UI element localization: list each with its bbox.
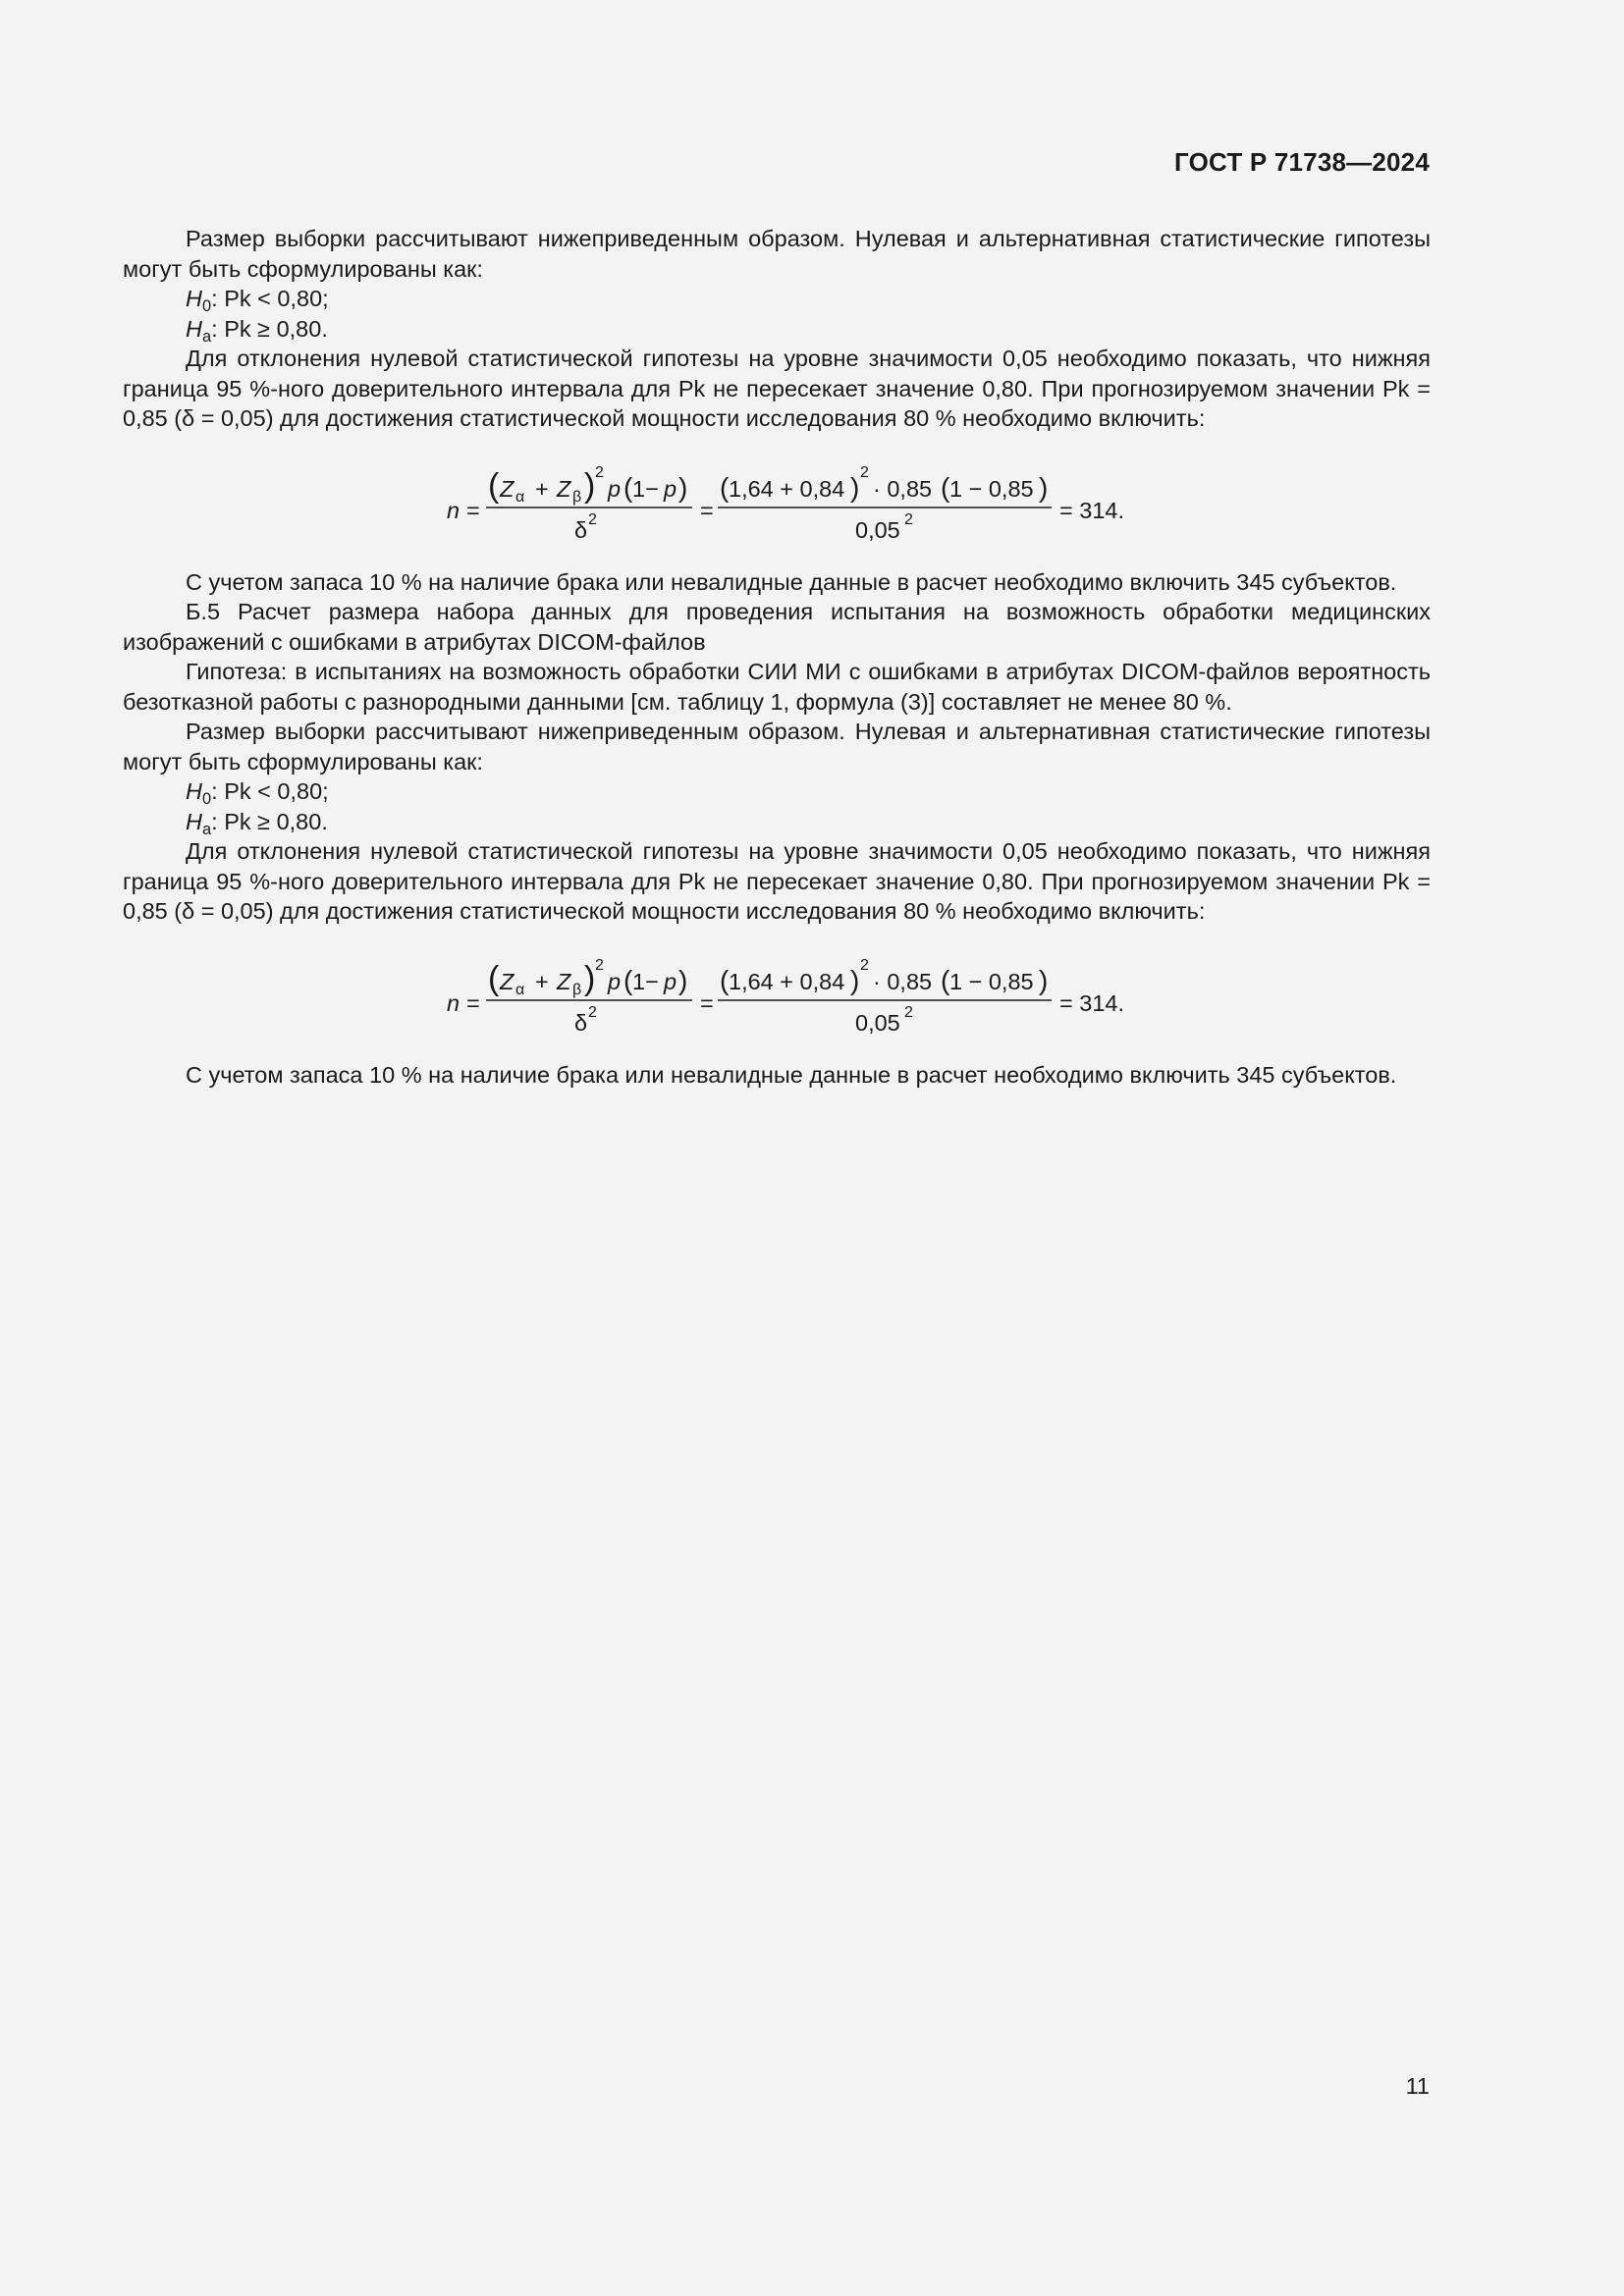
num2-mult: · 0,85 bbox=[873, 475, 933, 502]
s2-heading: Б.5 Расчет размера набора данных для проведения испытания на возможность обработки медицинских изображений с ошибками в атрибутах DICOM-файлов bbox=[123, 599, 1431, 655]
paren2-r3: ) bbox=[850, 964, 860, 995]
paren-r4: ) bbox=[1039, 471, 1049, 503]
sub-alpha: α bbox=[515, 488, 525, 506]
square-1: 2 bbox=[595, 463, 604, 481]
den2b-sq: 2 bbox=[904, 1003, 913, 1021]
paren2-l4: ( bbox=[941, 964, 950, 995]
document-header: ГОСТ Р 71738—2024 bbox=[1174, 147, 1430, 177]
s1-h0: $H_0$: Pk < 0,80; bbox=[186, 286, 329, 315]
s2-formula bbox=[123, 931, 1431, 1060]
formula-result: = 314. bbox=[1059, 497, 1124, 523]
z-alpha: Z bbox=[500, 475, 514, 502]
delta2-den: δ bbox=[574, 1009, 588, 1036]
paren-r2: ) bbox=[678, 471, 688, 503]
s1-conclusion: С учетом запаса 10 % на наличие брака или невалидные данные в расчет необходимо включить 345 субъектов. bbox=[186, 568, 1397, 595]
paren2-l1: ( bbox=[488, 959, 500, 997]
s2-intro: Размер выборки рассчитывают нижеприведенным образом. Нулевая и альтернативная статистические гипотезы могут быть сформулированы как: bbox=[123, 719, 1431, 774]
sample-size-formula-2 bbox=[123, 931, 1431, 1060]
formula-eq1: = bbox=[466, 497, 480, 523]
formula-eq2: = bbox=[700, 497, 714, 523]
square2-1: 2 bbox=[595, 956, 604, 974]
s1-intro: Размер выборки рассчитывают нижеприведенным образом. Нулевая и альтернативная статистические гипотезы могут быть сформулированы как: bbox=[123, 226, 1431, 282]
z2-beta: Z bbox=[557, 968, 571, 994]
den2: 0,05 bbox=[855, 516, 900, 543]
p-inner: p bbox=[664, 475, 677, 502]
z-beta: Z bbox=[557, 475, 571, 502]
paren2-r1: ) bbox=[584, 959, 596, 997]
p2-inner: p bbox=[664, 968, 677, 994]
s2-hypothesis: Гипотеза: в испытаниях на возможность обработки СИИ МИ с ошибками в атрибутах DICOM-файлов вероятность безотказной работы с разнородными данными [см. таблицу 1, формула (3)] составляет не менее 80 %. bbox=[123, 659, 1431, 715]
paren-l1: ( bbox=[488, 466, 500, 505]
delta2-sq: 2 bbox=[588, 1003, 597, 1021]
one-minus: 1− bbox=[632, 475, 659, 502]
s1-formula bbox=[123, 438, 1431, 567]
plus2-sign: + bbox=[535, 968, 549, 994]
paren2-r4: ) bbox=[1039, 964, 1049, 995]
paren-l3: ( bbox=[720, 471, 730, 503]
formula2-eq1: = bbox=[466, 989, 480, 1016]
num2b-sum: 1,64 + 0,84 bbox=[729, 968, 845, 994]
s2-conclusion: С учетом запаса 10 % на наличие брака или невалидные данные в расчет необходимо включить 345 субъектов. bbox=[186, 1061, 1397, 1088]
sub-beta: β bbox=[572, 488, 582, 506]
paren2-l3: ( bbox=[720, 964, 730, 995]
delta-sq: 2 bbox=[588, 510, 597, 528]
paren-l2: ( bbox=[623, 471, 633, 503]
delta-den: δ bbox=[574, 516, 588, 543]
den2b: 0,05 bbox=[855, 1009, 900, 1036]
paren-l4: ( bbox=[941, 471, 950, 503]
paren-r3: ) bbox=[850, 471, 860, 503]
num2-diff: 1 − 0,85 bbox=[949, 475, 1034, 502]
square2-2: 2 bbox=[860, 956, 869, 974]
s2-h0: $H_0$: Pk < 0,80; bbox=[186, 778, 329, 808]
p2-term: p bbox=[608, 968, 622, 994]
num2-sum: 1,64 + 0,84 bbox=[729, 475, 845, 502]
s1-body: Для отклонения нулевой статистической гипотезы на уровне значимости 0,05 необходимо показать, что нижняя граница 95 %-ного доверительного интервала для Pk не пересекает значение 0,80. При прогнозируемом значении Pk = 0,85 (δ = 0,05) для достижения статистической мощности исследования 80 % необходимо включить: bbox=[123, 346, 1431, 431]
paren2-r2: ) bbox=[678, 964, 688, 995]
square-2: 2 bbox=[860, 463, 869, 481]
sub2-alpha: α bbox=[515, 981, 525, 998]
page-number: 11 bbox=[1405, 2073, 1430, 2099]
p-term: p bbox=[608, 475, 622, 502]
s2-ha: $H_a$: Pk ≥ 0,80. bbox=[186, 808, 328, 838]
paren-r1: ) bbox=[584, 466, 596, 505]
formula-group bbox=[447, 464, 1124, 543]
z2-alpha: Z bbox=[500, 968, 514, 994]
one2-minus: 1− bbox=[632, 968, 659, 994]
document-body bbox=[123, 224, 1431, 1090]
s1-ha: $H_a$: Pk ≥ 0,80. bbox=[186, 315, 328, 346]
formula-group-2 bbox=[447, 957, 1124, 1036]
formula2-eq2: = bbox=[700, 989, 714, 1016]
formula2-lhs: n bbox=[447, 989, 460, 1016]
den2-sq: 2 bbox=[904, 510, 913, 528]
sub2-beta: β bbox=[572, 981, 582, 998]
plus-sign: + bbox=[535, 475, 549, 502]
num2b-diff: 1 − 0,85 bbox=[949, 968, 1034, 994]
num2b-mult: · 0,85 bbox=[873, 968, 933, 994]
sample-size-formula-1 bbox=[123, 438, 1431, 567]
formula-lhs: n bbox=[447, 497, 460, 523]
s2-body: Для отклонения нулевой статистической гипотезы на уровне значимости 0,05 необходимо показать, что нижняя граница 95 %-ного доверительного интервала для Pk не пересекает значение 0,80. При прогнозируемом значении Pk = 0,85 (δ = 0,05) для достижения статистической мощности исследования 80 % необходимо включить: bbox=[123, 838, 1431, 924]
formula2-result: = 314. bbox=[1059, 989, 1124, 1016]
paren2-l2: ( bbox=[623, 964, 633, 995]
